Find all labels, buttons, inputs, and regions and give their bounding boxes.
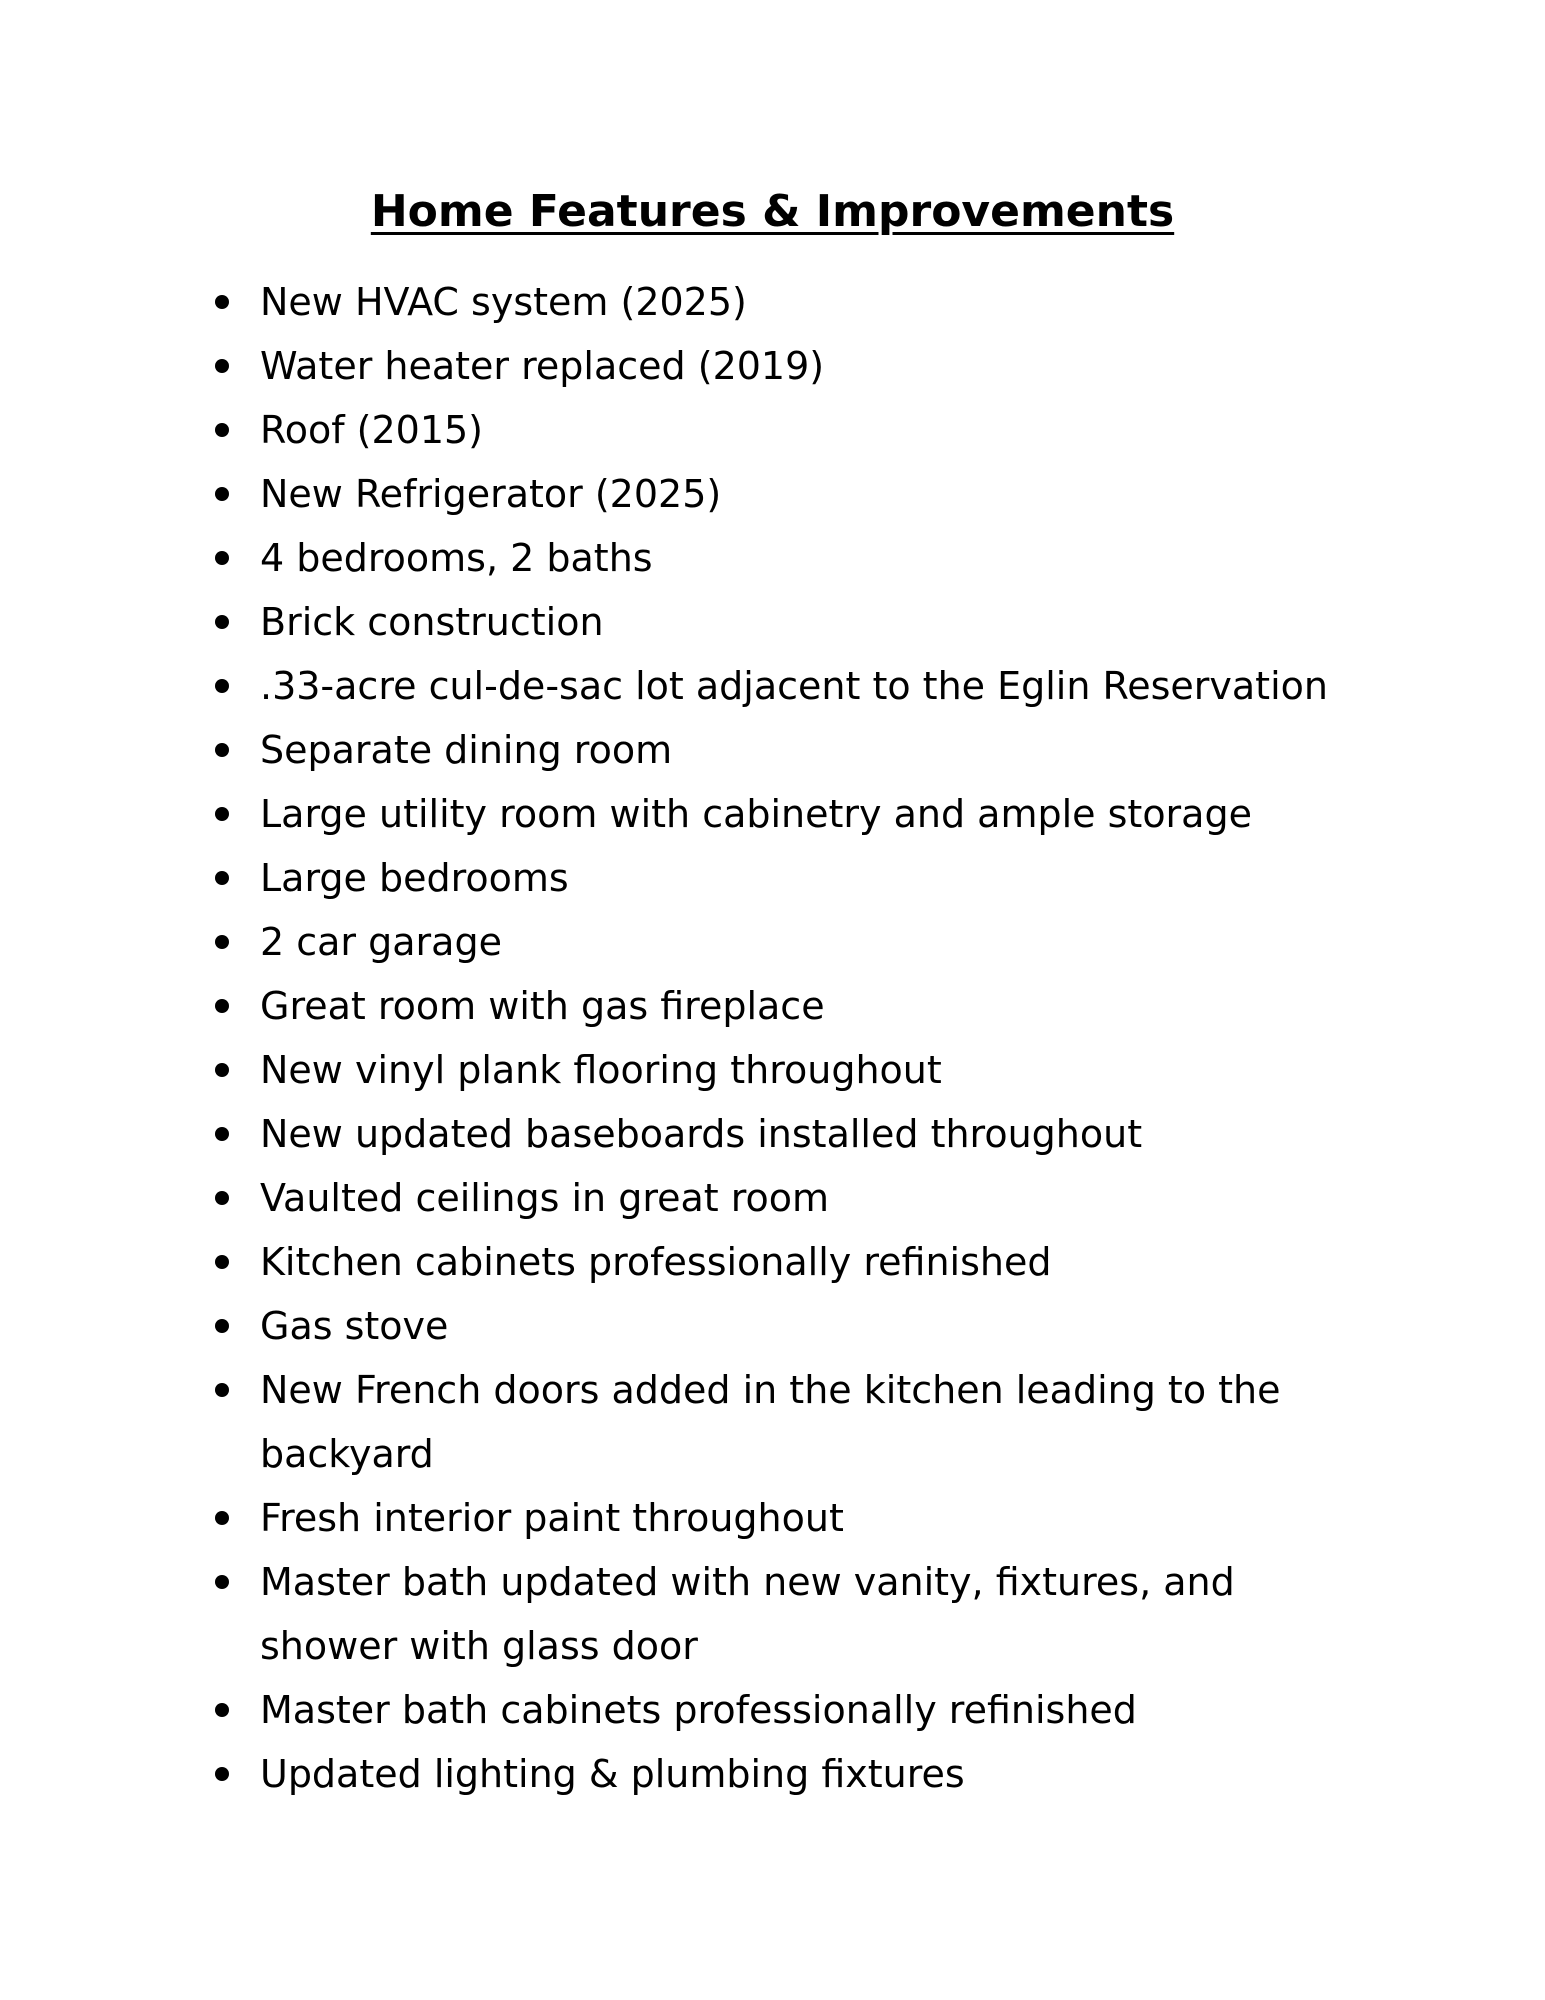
bullet-icon xyxy=(215,295,229,309)
bullet-icon xyxy=(215,423,229,437)
feature-list xyxy=(212,270,1372,1806)
feature-text: Large utility room with cabinetry and ample storage xyxy=(260,792,1252,836)
feature-text: New vinyl plank flooring throughout xyxy=(260,1048,942,1092)
feature-text: New updated baseboards installed throughout xyxy=(260,1112,1143,1156)
feature-item xyxy=(212,1166,1372,1230)
bullet-icon xyxy=(215,487,229,501)
feature-text: 4 bedrooms, 2 baths xyxy=(260,536,653,580)
bullet-icon xyxy=(215,1255,229,1269)
bullet-icon xyxy=(215,1063,229,1077)
feature-item xyxy=(212,1038,1372,1102)
bullet-icon xyxy=(215,807,229,821)
bullet-icon xyxy=(215,1319,229,1333)
feature-item xyxy=(212,526,1372,590)
feature-text: Master bath cabinets professionally refinished xyxy=(260,1688,1137,1732)
page-title xyxy=(0,184,1545,240)
feature-item xyxy=(212,782,1372,846)
feature-text: New French doors added in the kitchen leading to the backyard xyxy=(260,1368,1281,1476)
bullet-icon xyxy=(215,871,229,885)
bullet-icon xyxy=(215,1575,229,1589)
feature-text: Brick construction xyxy=(260,600,604,644)
feature-text: New Refrigerator (2025) xyxy=(260,472,722,516)
feature-item xyxy=(212,398,1372,462)
feature-item xyxy=(212,1742,1372,1806)
feature-text: New HVAC system (2025) xyxy=(260,280,747,324)
bullet-icon xyxy=(215,615,229,629)
feature-item xyxy=(212,974,1372,1038)
feature-text: Master bath updated with new vanity, fixtures, and shower with glass door xyxy=(260,1560,1235,1668)
feature-text: Kitchen cabinets professionally refinished xyxy=(260,1240,1052,1284)
feature-text: Fresh interior paint throughout xyxy=(260,1496,844,1540)
feature-item xyxy=(212,718,1372,782)
feature-item xyxy=(212,654,1372,718)
feature-text: Vaulted ceilings in great room xyxy=(260,1176,830,1220)
feature-text: 2 car garage xyxy=(260,920,502,964)
bullet-icon xyxy=(215,1767,229,1781)
feature-item xyxy=(212,846,1372,910)
page-title-text: Home Features & Improvements xyxy=(370,186,1175,237)
feature-text: Updated lighting & plumbing fixtures xyxy=(260,1752,965,1796)
bullet-icon xyxy=(215,1703,229,1717)
feature-item xyxy=(212,270,1372,334)
feature-item xyxy=(212,1294,1372,1358)
feature-text: Gas stove xyxy=(260,1304,449,1348)
feature-item xyxy=(212,1550,1372,1678)
bullet-icon xyxy=(215,999,229,1013)
feature-item xyxy=(212,1230,1372,1294)
bullet-icon xyxy=(215,935,229,949)
feature-text: Roof (2015) xyxy=(260,408,484,452)
feature-text: Great room with gas fireplace xyxy=(260,984,825,1028)
feature-text: .33-acre cul-de-sac lot adjacent to the Eglin Reservation xyxy=(260,664,1328,708)
feature-item xyxy=(212,1102,1372,1166)
feature-text: Water heater replaced (2019) xyxy=(260,344,825,388)
feature-item xyxy=(212,1486,1372,1550)
bullet-icon xyxy=(215,1383,229,1397)
bullet-icon xyxy=(215,679,229,693)
bullet-icon xyxy=(215,1511,229,1525)
bullet-icon xyxy=(215,359,229,373)
bullet-icon xyxy=(215,551,229,565)
bullet-icon xyxy=(215,1191,229,1205)
feature-item xyxy=(212,590,1372,654)
bullet-icon xyxy=(215,743,229,757)
feature-item xyxy=(212,910,1372,974)
feature-item xyxy=(212,462,1372,526)
feature-item xyxy=(212,1678,1372,1742)
bullet-icon xyxy=(215,1127,229,1141)
feature-item xyxy=(212,1358,1372,1486)
feature-text: Large bedrooms xyxy=(260,856,569,900)
feature-text: Separate dining room xyxy=(260,728,673,772)
feature-item xyxy=(212,334,1372,398)
